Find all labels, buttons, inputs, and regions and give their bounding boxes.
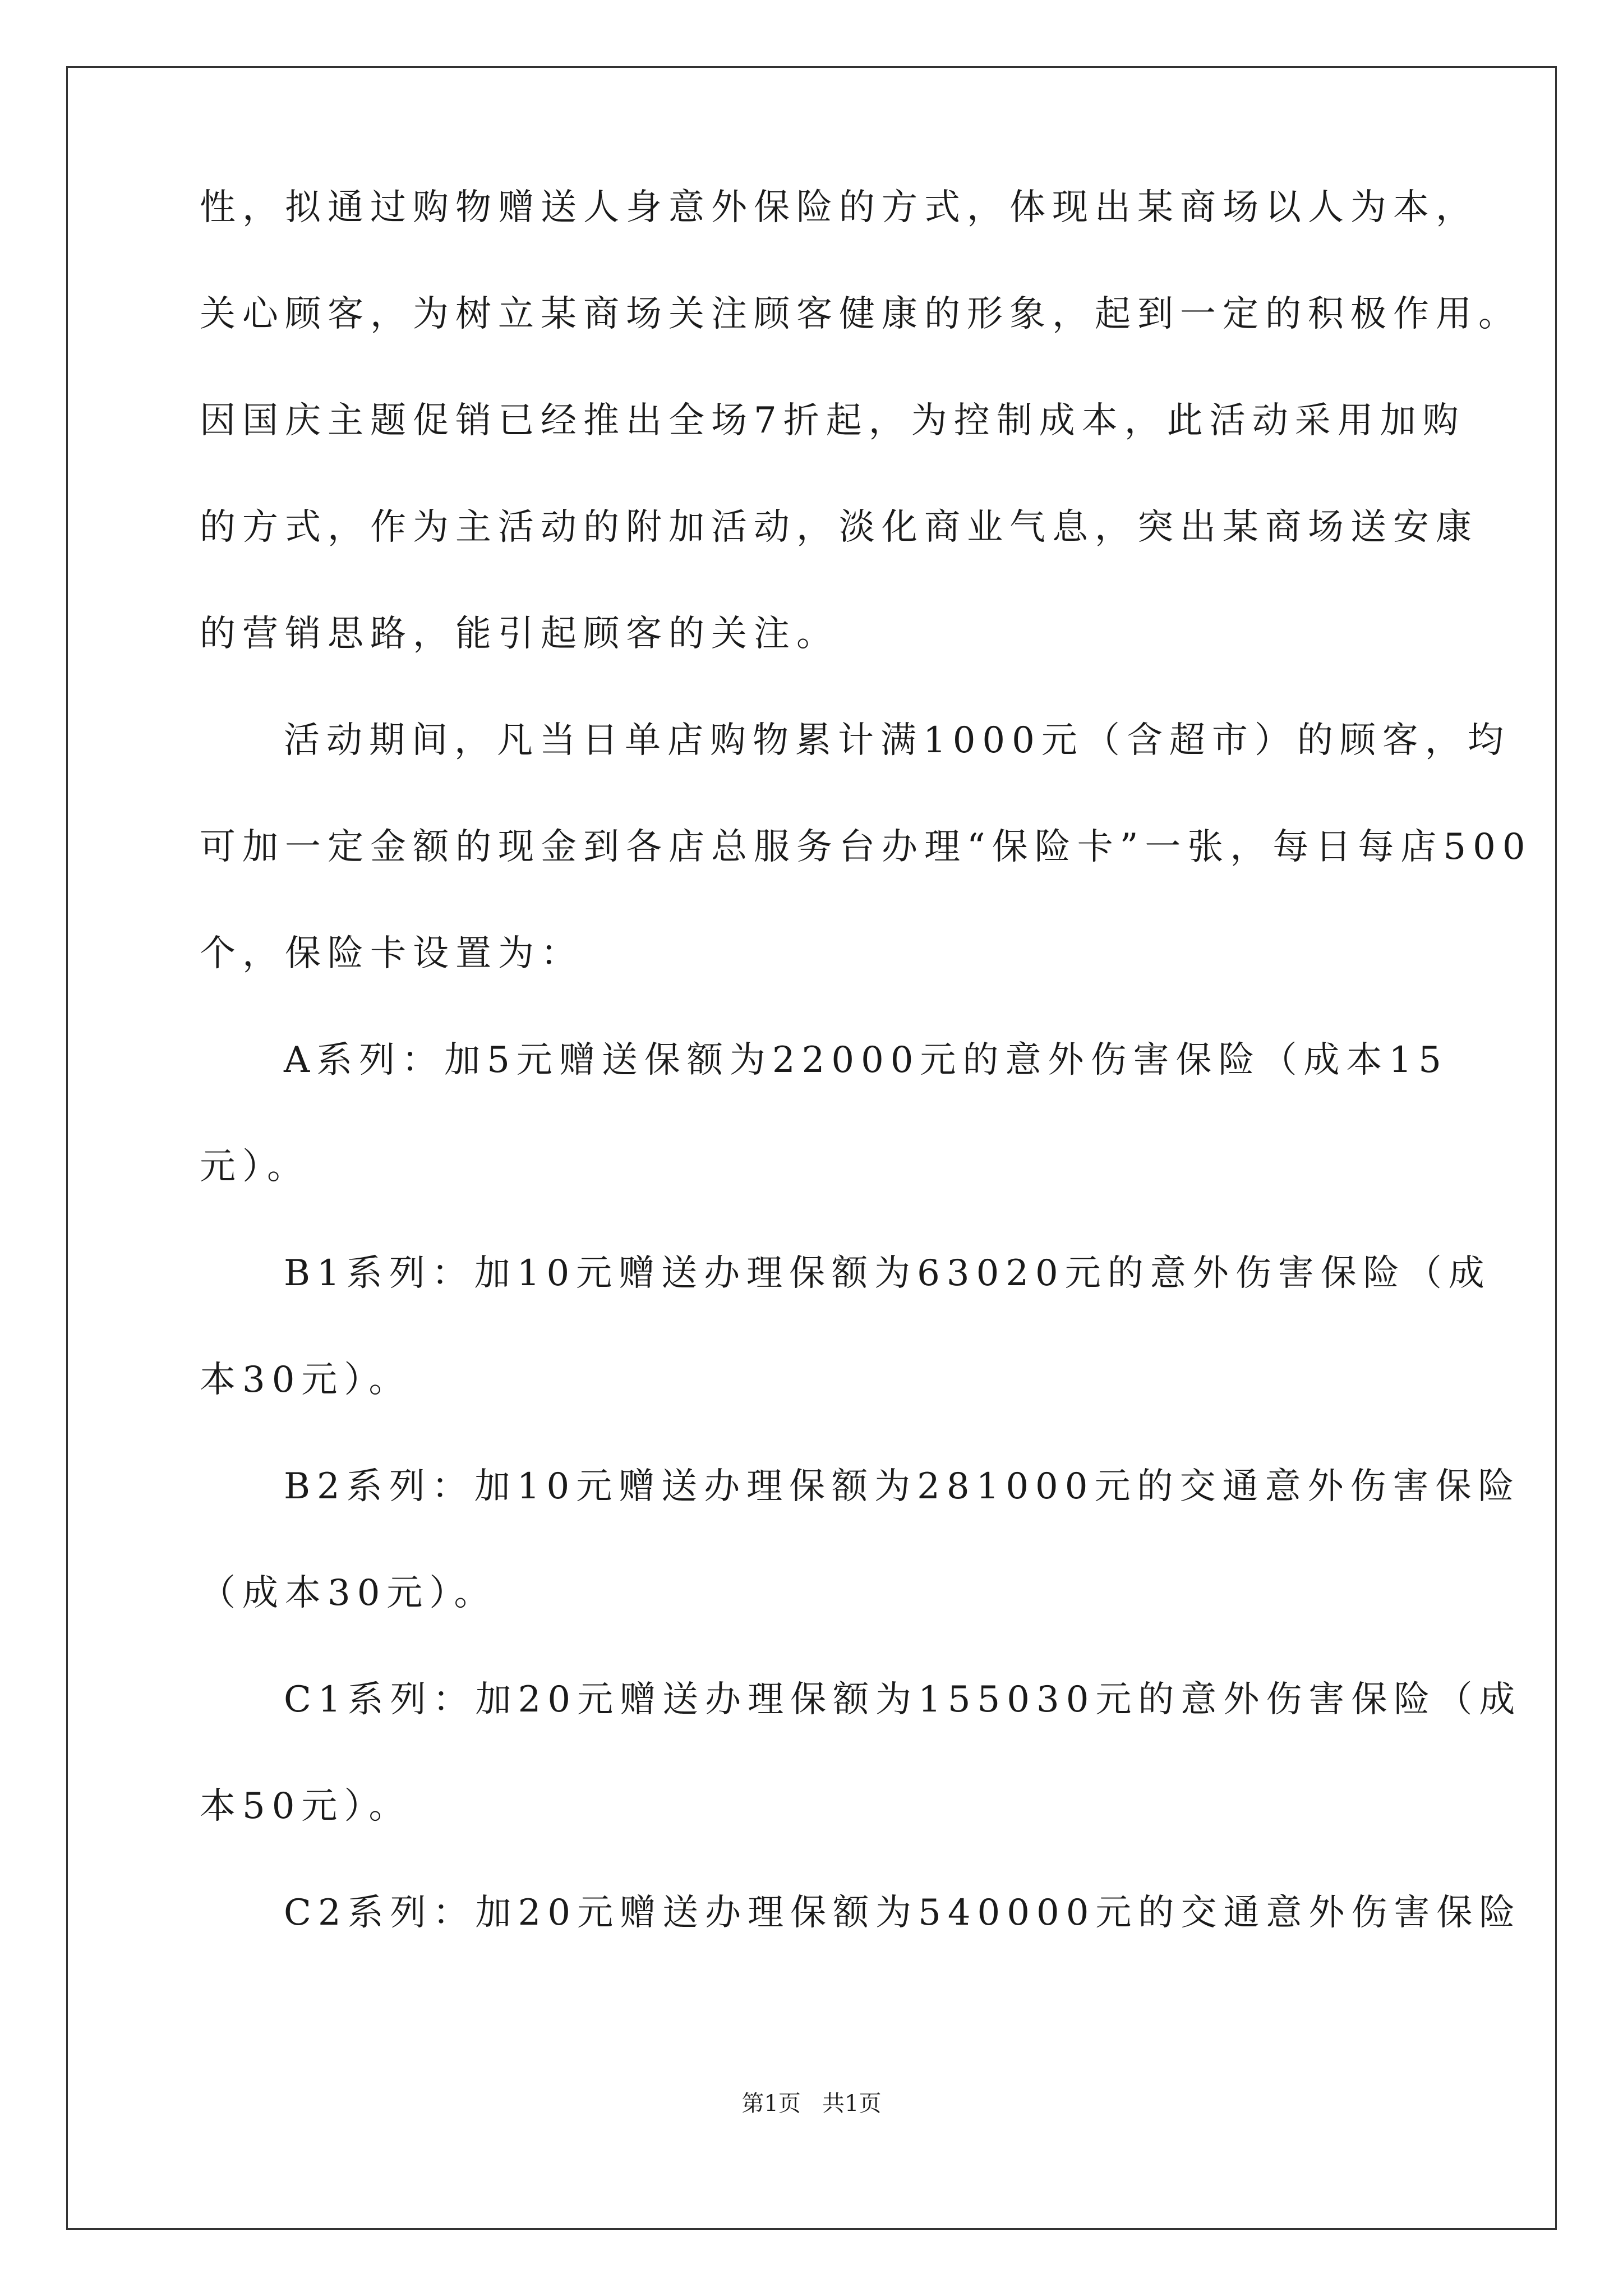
text-line: B2系列：加10元赠送办理保额为281000元的交通意外伤害保险	[284, 1466, 1521, 1507]
text-line: 元）。	[200, 1146, 310, 1188]
text-line: 个，保险卡设置为：	[200, 933, 583, 974]
text-line: C2系列：加20元赠送办理保额为540000元的交通意外伤害保险	[284, 1892, 1522, 1934]
text-line: 可加一定金额的现金到各店总服务台办理“保险卡”一张，每日每店500	[200, 826, 1532, 868]
text-line: 的营销思路，能引起顾客的关注。	[200, 613, 839, 655]
text-line: B1系列：加10元赠送办理保额为63020元的意外伤害保险（成	[284, 1253, 1491, 1294]
text-line: 本50元）。	[200, 1786, 412, 1827]
text-line: 活动期间，凡当日单店购物累计满1000元（含超市）的顾客，均	[284, 720, 1510, 761]
page-number-footer: 第1页 共1页	[741, 2091, 882, 2116]
text-line: C1系列：加20元赠送办理保额为155030元的意外伤害保险（成	[284, 1679, 1522, 1720]
text-line: A系列：加5元赠送保额为22000元的意外伤害保险（成本15	[284, 1039, 1448, 1081]
text-line: 因国庆主题促销已经推出全场7折起，为控制成本，此活动采用加购	[200, 400, 1465, 441]
text-line: 本30元）。	[200, 1359, 412, 1401]
text-line: 的方式，作为主活动的附加活动，淡化商业气息，突出某商场送安康	[200, 507, 1478, 548]
text-line: 性，拟通过购物赠送人身意外保险的方式，体现出某商场以人为本，	[200, 187, 1478, 228]
text-line: 关心顾客，为树立某商场关注顾客健康的形象，起到一定的积极作用。	[200, 293, 1521, 335]
text-line: （成本30元）。	[200, 1572, 497, 1614]
